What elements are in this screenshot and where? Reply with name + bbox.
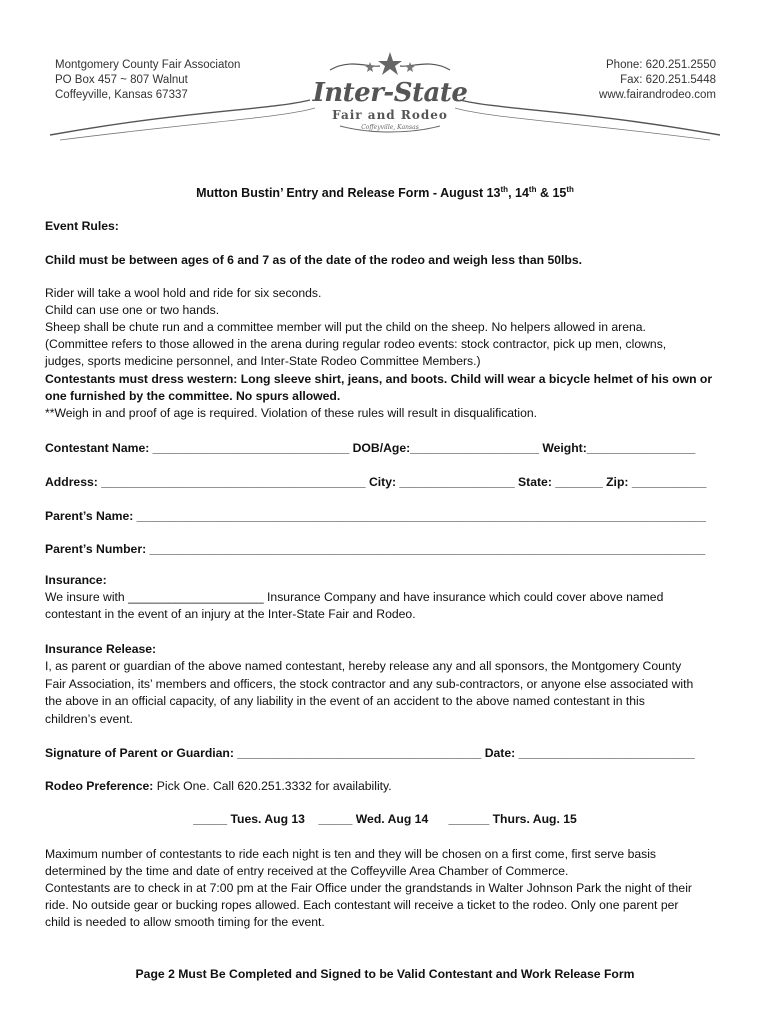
- rule-line: (Committee refers to those allowed in the arena during regular rodeo events: stock contractor, pick up men, clowns,: [45, 337, 667, 351]
- dress-rule: Contestants must dress western: Long sleeve shirt, jeans, and boots. Child will wear a bicycle helmet of his own or: [45, 372, 713, 386]
- parent-name-field[interactable]: Parent’s Name: ____________________________________________________________________________________: [45, 509, 707, 523]
- release-heading: Insurance Release:: [45, 642, 157, 656]
- note-line: child is needed to allow smooth timing for the event.: [45, 915, 325, 929]
- dress-rule: one furnished by the committee. No spurs allowed.: [45, 389, 341, 403]
- parent-number-field[interactable]: Parent’s Number: __________________________________________________________________________________: [45, 542, 706, 556]
- organization-address: [55, 58, 240, 103]
- logo-sub-text: Fair and Rodeo: [332, 108, 448, 122]
- rodeo-preference-text: Pick One. Call 620.251.3332 for availability.: [153, 779, 392, 793]
- age-rule: Child must be between ages of 6 and 7 as of the date of the rodeo and weigh less than 50lbs.: [45, 253, 583, 267]
- fax: Fax: 620.251.5448: [620, 74, 716, 86]
- note-line: determined by the time and date of entry received at the Coffeyville Area Chamber of Commerce.: [45, 864, 569, 878]
- logo-city-text: Coffeyville, Kansas: [361, 124, 419, 131]
- rule-line: Sheep shall be chute run and a committee member will put the child on the sheep. No helpers allowed in arena.: [45, 320, 646, 334]
- weigh-in-rule: **Weigh in and proof of age is required. Violation of these rules will result in disqualification.: [45, 406, 538, 420]
- rule-line: Child can use one or two hands.: [45, 303, 220, 317]
- org-city: Coffeyville, Kansas 67337: [55, 89, 188, 101]
- logo-main-text: Inter-State: [312, 78, 468, 108]
- rodeo-night-options[interactable]: _____ Tues. Aug 13 _____ Wed. Aug 14 ______ Thurs. Aug. 15: [193, 812, 577, 826]
- release-line: children’s event.: [45, 712, 133, 726]
- insurance-line: contestant in the event of an injury at the Inter-State Fair and Rodeo.: [45, 607, 416, 621]
- insurance-company-field[interactable]: We insure with ____________________ Insurance Company and have insurance which could cover above named: [45, 590, 664, 604]
- organization-contact: [599, 58, 716, 103]
- contestant-info-field[interactable]: Contestant Name: _____________________________ DOB/Age:___________________ Weight:________________: [45, 441, 696, 455]
- note-line: ride. No outside gear or bucking ropes allowed. Each contestant will receive a ticket to the rodeo. Only one parent per: [45, 898, 679, 912]
- event-rules-heading: Event Rules:: [45, 219, 119, 233]
- release-line: Fair Association, its’ members and officers, the stock contractor and any sub-contractors, or anyone else associated with: [45, 677, 694, 691]
- rodeo-preference-label: Rodeo Preference:: [45, 779, 154, 793]
- form-title: Mutton Bustin’ Entry and Release Form - August 13th, 14th & 15th: [196, 184, 574, 200]
- signature-date-field[interactable]: Signature of Parent or Guardian: ____________________________________ Date: __________________________: [45, 746, 695, 760]
- note-line: Contestants are to check in at 7:00 pm at the Fair Office under the grandstands in Walter Johnson Park the night of their: [45, 881, 692, 895]
- footer-note: Page 2 Must Be Completed and Signed to be Valid Contestant and Work Release Form: [135, 967, 635, 981]
- inter-state-logo: [300, 48, 480, 138]
- rule-line: judges, sports medicine personnel, and Inter-State Rodeo Committee Members.): [45, 354, 481, 368]
- po-box: PO Box 457 ~ 807 Walnut: [55, 74, 188, 86]
- rule-line: Rider will take a wool hold and ride for six seconds.: [45, 286, 322, 300]
- release-line: the above in an official capacity, of any liability in the event of an accident to the above named contestant in this: [45, 694, 645, 708]
- org-name: Montgomery County Fair Associaton: [55, 59, 241, 71]
- release-line: I, as parent or guardian of the above named contestant, hereby release any and all sponsors, the Montgomery County: [45, 659, 682, 673]
- rodeo-preference: [45, 778, 392, 796]
- address-field[interactable]: Address: _______________________________________ City: _________________ State: _______ Zip: ___________: [45, 475, 707, 489]
- website: www.fairandrodeo.com: [599, 89, 716, 101]
- phone: Phone: 620.251.2550: [606, 59, 716, 71]
- insurance-heading: Insurance:: [45, 573, 107, 587]
- note-line: Maximum number of contestants to ride each night is ten and they will be chosen on a first come, first serve basis: [45, 847, 657, 861]
